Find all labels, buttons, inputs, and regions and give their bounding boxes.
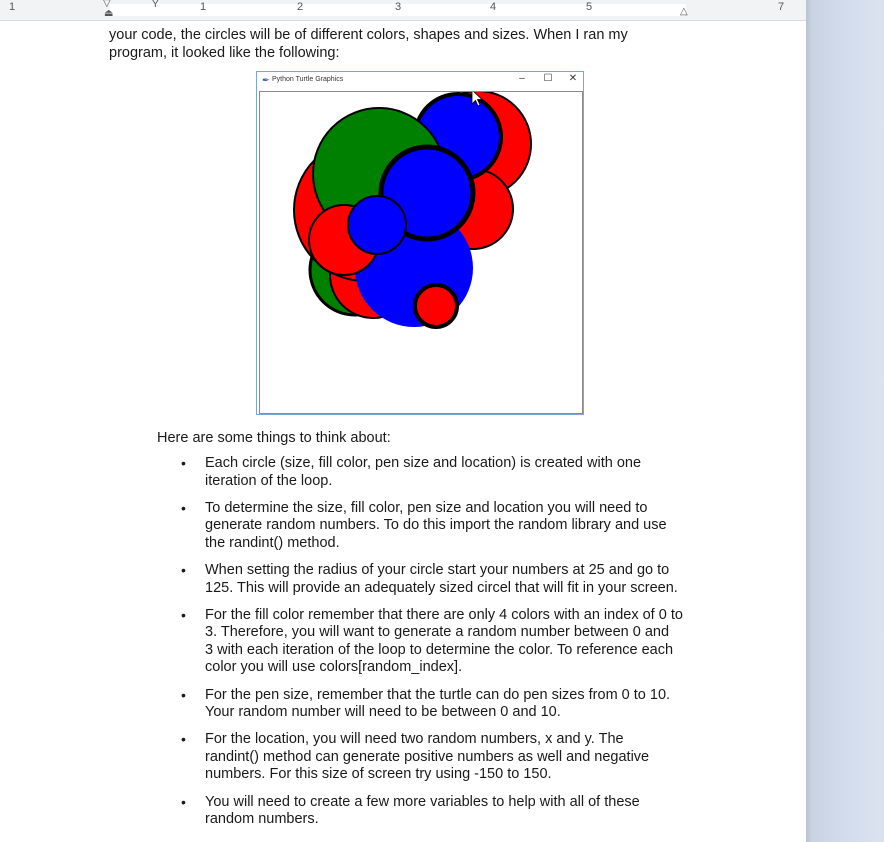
bullet-icon: • xyxy=(181,686,186,703)
turtle-window-titlebar xyxy=(257,72,583,90)
list-item: • You will need to create a few more variables to help with all of these random numbers. xyxy=(181,793,640,828)
list-item: • For the pen size, remember that the turtle can do pen sizes from 0 to 10. Your random number will need to be between 0 and 10. xyxy=(181,686,671,721)
feather-icon: ✒ xyxy=(262,75,270,85)
turtle-window-screenshot[interactable] xyxy=(256,71,584,415)
blue-circle xyxy=(348,196,406,254)
right-indent-marker[interactable]: △ xyxy=(680,6,688,17)
list-item: • For the fill color remember that there are only 4 colors with an index of 0 to 3. Therefore, you will want to generate a random number between 0 and 3 with each iteration of the loop to determine the color. To reference each color you will use colors[random_index]. xyxy=(181,606,683,676)
turtle-canvas xyxy=(259,91,583,414)
ruler-number: 5 xyxy=(585,1,593,13)
maximize-button[interactable]: ☐ xyxy=(543,73,553,84)
bullet-icon: • xyxy=(181,793,186,810)
list-item: • For the location, you will need two random numbers, x and y. The randint() method can generate positive numbers as well and negative numbers. For this size of screen try using -150 to 150. xyxy=(181,731,650,783)
left-indent-marker[interactable]: ⏏ xyxy=(104,8,114,19)
ruler xyxy=(0,0,806,21)
ruler-number: 2 xyxy=(296,1,304,13)
first-line-indent-marker[interactable]: ▽ xyxy=(103,0,111,9)
ruler-number: 4 xyxy=(489,1,497,13)
turtle-window-title: Python Turtle Graphics xyxy=(272,76,344,83)
list-item: • When setting the radius of your circle start your numbers at 25 and go to 125. This will provide an adequately sized circel that will fit in your screen. xyxy=(181,561,678,596)
ruler-number: 1 xyxy=(8,1,16,13)
bullet-icon: • xyxy=(181,561,186,578)
clipped-text-line: your code, the circles will be of different colors, shapes and sizes. When I ran my xyxy=(109,27,628,43)
bullet-list xyxy=(183,455,703,838)
ruler-number: 3 xyxy=(394,1,402,13)
bullet-icon: • xyxy=(181,499,186,516)
red-circle xyxy=(415,285,457,327)
ruler-number: 1 xyxy=(199,1,207,13)
document-page[interactable] xyxy=(0,21,806,842)
workspace-background xyxy=(806,0,884,842)
close-button[interactable]: ✕ xyxy=(568,73,578,84)
bullet-icon: • xyxy=(181,606,186,623)
list-item: • To determine the size, fill color, pen size and location you will need to generate random numbers. To do this import the random library and use the randint() method. xyxy=(181,499,667,551)
circles-drawing xyxy=(260,92,582,413)
bullet-icon: • xyxy=(181,731,186,748)
tab-stop-marker[interactable]: Y xyxy=(152,0,159,10)
minimize-button[interactable]: – xyxy=(519,73,525,84)
intro-text-line: program, it looked like the following: xyxy=(109,45,340,61)
section-heading: Here are some things to think about: xyxy=(157,430,391,446)
bullet-icon: • xyxy=(181,455,186,471)
list-item: • Each circle (size, fill color, pen size and location) is created with one iteration of the loop. xyxy=(181,455,642,489)
ruler-number: 7 xyxy=(777,1,785,13)
